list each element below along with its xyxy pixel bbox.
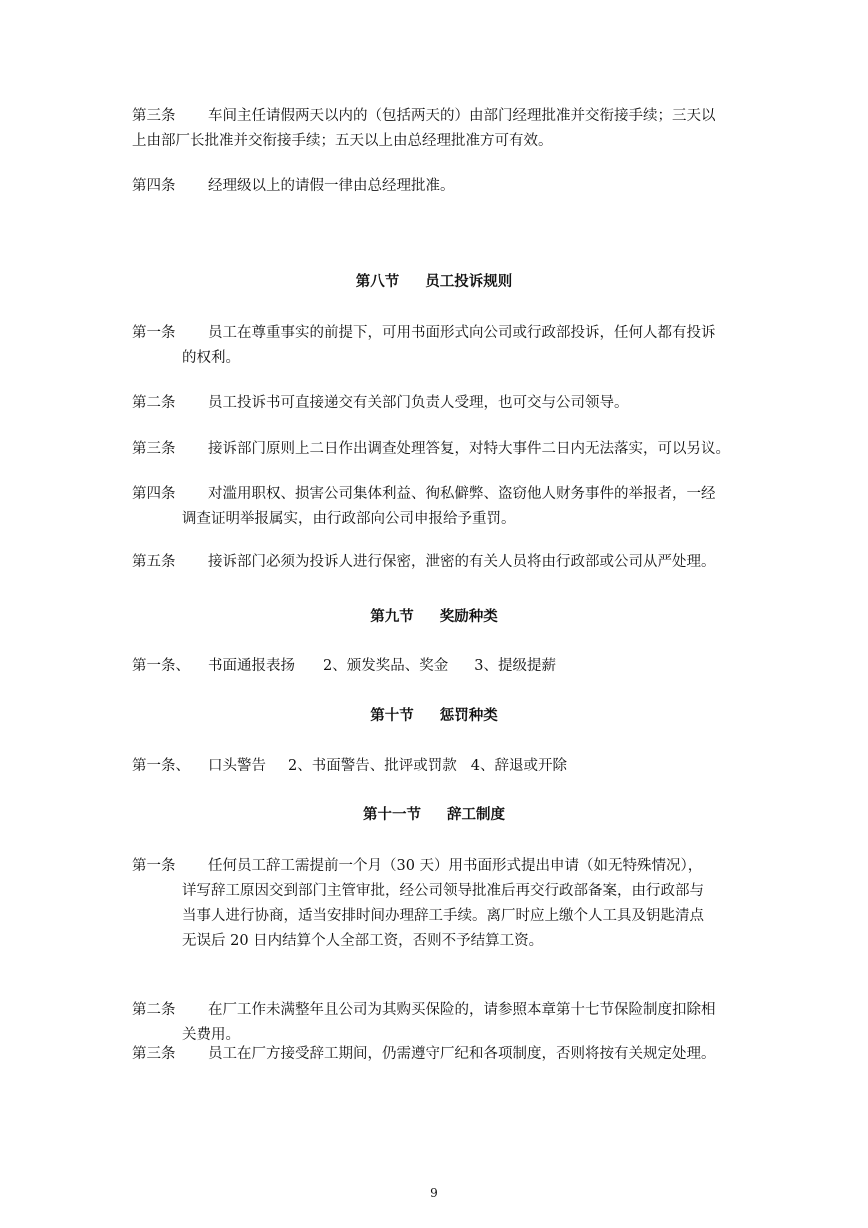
section-title: 员工投诉规则 [425, 274, 513, 290]
article-text: 车间主任请假两天以内的（包括两天的）由部门经理批准并交衔接手续；三天以 [208, 108, 716, 124]
article-text: 对滥用职权、损害公司集体利益、徇私僻弊、盗窃他人财务事件的举报者，一经 [208, 486, 716, 502]
s11-article-2 [132, 998, 747, 1048]
article-text: 无误后 20 日内结算个人全部工资，否则不予结算工资。 [182, 933, 544, 949]
article-label: 第四条 [132, 178, 176, 194]
article-text: 当事人进行协商，适当安排时间办理辞工手续。离厂时应上缴个人工具及钥匙清点 [182, 908, 704, 924]
penalty-item: 口头警告 [208, 758, 266, 774]
section-heading-8 [0, 270, 868, 295]
article-label: 第一条 [132, 858, 176, 874]
article-label: 第一条、 [132, 758, 190, 774]
article-label: 第三条 [132, 1046, 176, 1062]
s8-article-2 [132, 391, 747, 416]
article-4-leave [132, 174, 747, 199]
article-text: 经理级以上的请假一律由总经理批准。 [208, 178, 455, 194]
article-text: 的权利。 [182, 350, 240, 366]
article-label: 第三条 [132, 441, 176, 457]
s8-article-4 [132, 482, 747, 532]
article-text: 调查证明举报属实，由行政部向公司申报给予重罚。 [182, 511, 516, 527]
s8-article-5 [132, 550, 747, 575]
article-text: 接诉部门原则上二日作出调查处理答复，对特大事件二日内无法落实，可以另议。 [208, 441, 730, 457]
section-number: 第十节 [370, 708, 414, 724]
article-text: 关费用。 [182, 1027, 240, 1043]
s8-article-1 [132, 321, 747, 371]
reward-item: 3、提级提薪 [474, 658, 556, 674]
reward-item: 2、颁发奖品、奖金 [323, 658, 449, 674]
penalty-item: 4、辞退或开除 [470, 758, 567, 774]
s11-article-3 [132, 1042, 747, 1067]
article-label: 第三条 [132, 108, 176, 124]
article-label: 第五条 [132, 554, 176, 570]
article-text: 任何员工辞工需提前一个月（30 天）用书面形式提出申请（如无特殊情况）， [208, 858, 703, 874]
s9-article-1 [132, 654, 747, 679]
article-text: 员工在厂方接受辞工期间，仍需遵守厂纪和各项制度，否则将按有关规定处理。 [208, 1046, 716, 1062]
page-number: 9 [430, 1186, 438, 1200]
article-text: 员工在尊重事实的前提下，可用书面形式向公司或行政部投诉，任何人都有投诉 [208, 325, 716, 341]
section-number: 第十一节 [363, 807, 421, 823]
article-text: 接诉部门必须为投诉人进行保密，泄密的有关人员将由行政部或公司从严处理。 [208, 554, 716, 570]
section-number: 第八节 [355, 274, 400, 290]
article-text: 在厂工作未满整年且公司为其购买保险的，请参照本章第十七节保险制度扣除相 [208, 1002, 716, 1018]
s8-article-3 [132, 437, 747, 462]
s11-article-1 [132, 854, 747, 954]
penalty-item: 2、书面警告、批评或罚款 [288, 758, 457, 774]
section-heading-9 [0, 605, 868, 630]
article-text: 上由部厂长批准并交衔接手续；五天以上由总经理批准方可有效。 [132, 133, 553, 149]
section-number: 第九节 [370, 609, 414, 625]
reward-item: 书面通报表扬 [208, 658, 295, 674]
article-label: 第二条 [132, 1002, 176, 1018]
section-title: 辞工制度 [447, 807, 505, 823]
article-label: 第一条、 [132, 658, 190, 674]
article-3-leave [132, 104, 747, 154]
article-label: 第一条 [132, 325, 176, 341]
s10-article-1 [132, 754, 747, 779]
article-label: 第二条 [132, 395, 176, 411]
section-heading-10 [0, 704, 868, 729]
article-text: 员工投诉书可直接递交有关部门负责人受理，也可交与公司领导。 [208, 395, 629, 411]
article-text: 详写辞工原因交到部门主管审批，经公司领导批准后再交行政部备案，由行政部与 [182, 883, 704, 899]
article-label: 第四条 [132, 486, 176, 502]
section-title: 惩罚种类 [439, 708, 498, 724]
section-title: 奖励种类 [439, 609, 498, 625]
section-heading-11 [0, 803, 868, 828]
